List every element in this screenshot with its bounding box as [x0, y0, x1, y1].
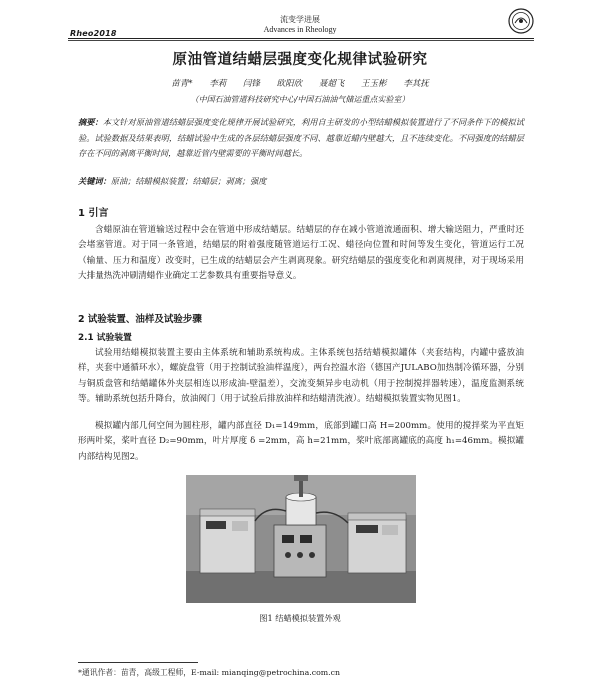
figure-caption: 图1 结蜡模拟装置外观 — [259, 613, 341, 623]
abstract — [78, 115, 524, 162]
affiliation: （中国石油管道科技研究中心/中国石油油气储运重点实验室） — [190, 95, 410, 104]
subsection-heading-apparatus: 2.1 试验装置 — [78, 333, 132, 343]
keywords — [78, 176, 524, 187]
journal-name-en: Advances in Rheology — [263, 25, 337, 34]
abstract-label: 摘要： — [78, 117, 103, 127]
apparatus-photo — [186, 475, 416, 603]
tank-geometry-paragraph: 模拟罐内部几何空间为圆柱形，罐内部直径 D₁=149mm，底部到罐口高 H=200mm。使用的搅拌桨为平直矩形两叶桨，桨叶直径 D₂=90mm，叶片厚度 δ =2mm，高 h=21mm，桨叶底部离罐底的高度 h₁=46mm。模拟罐内部结构见图2。 — [78, 421, 524, 462]
intro-paragraph: 含蜡原油在管道输送过程中会在管道中形成结蜡层。结蜡层的存在减小管道流通面积、增大输送阻力，严重时还会堵塞管道。对于同一条管道，结蜡层的附着强度随管道运行工况、蜡径向位置和时间等发生变化，管道运行工况（输量、压力和温度）改变时，已生成的结蜡层会产生剥离现象。研究结蜡层的强度变化和剥离规律，对于现场采用大排量热洗冲刷清蜡作业确定工艺参数具有重要指导意义。 — [78, 225, 524, 281]
abstract-text: 本文针对原油管道结蜡层强度变化规律开展试验研究，利用自主研发的小型结蜡模拟装置进行了不同条件下的模拟试验。试验数据及结果表明，结蜡试验中生成的各层结蜡层强度不同、越靠近蜡内壁越大，且不连续变化。不同强度的结蜡层存在不同的剥离平衡时间，越靠近管内壁需要的平衡时间越长。 — [78, 117, 524, 158]
footnote-rule — [78, 662, 198, 663]
journal-logo-text: Rheo2018 — [70, 29, 117, 38]
keywords-label: 关键词： — [78, 176, 111, 186]
paper-title: 原油管道结蜡层强度变化规律试验研究 — [172, 52, 428, 68]
apparatus-paragraph: 试验用结蜡模拟装置主要由主体系统和辅助系统构成。主体系统包括结蜡模拟罐体（夹套结构，内罐中盛放油样，夹套中通循环水），螺旋盘管（用于控制试验油样温度），两台控温水浴（德国产JULABO加热制冷循环器，分别与铜质盘管和结蜡罐体外夹层相连以形成油-壁温差），交流变频异步电动机（用于控制搅拌器转速），温度监测系统等。辅助系统包括升降台，放油阀门（用于试验后排放油样和结蜡清洗液）。结蜡模拟装置实物见图1。 — [78, 348, 524, 404]
journal-name-cn: 流变学进展 — [280, 15, 320, 24]
keywords-text: 原油；结蜡模拟装置；结蜡层；剥离；强度 — [110, 176, 267, 186]
section-heading-intro: 1 引言 — [78, 208, 109, 219]
journal-seal-icon — [508, 8, 534, 34]
author-list: 苗青* 李莉 闫锋 欧阳欣 聂超飞 王玉彬 李其抚 — [171, 79, 429, 89]
section-heading-methods: 2 试验装置、油样及试验步骤 — [78, 314, 202, 325]
footnote: *通讯作者：苗青，高级工程师，E-mail: mianqing@petrochina.com.cn — [78, 668, 341, 677]
header-rule-thin — [68, 40, 534, 41]
header-rule — [68, 38, 534, 39]
